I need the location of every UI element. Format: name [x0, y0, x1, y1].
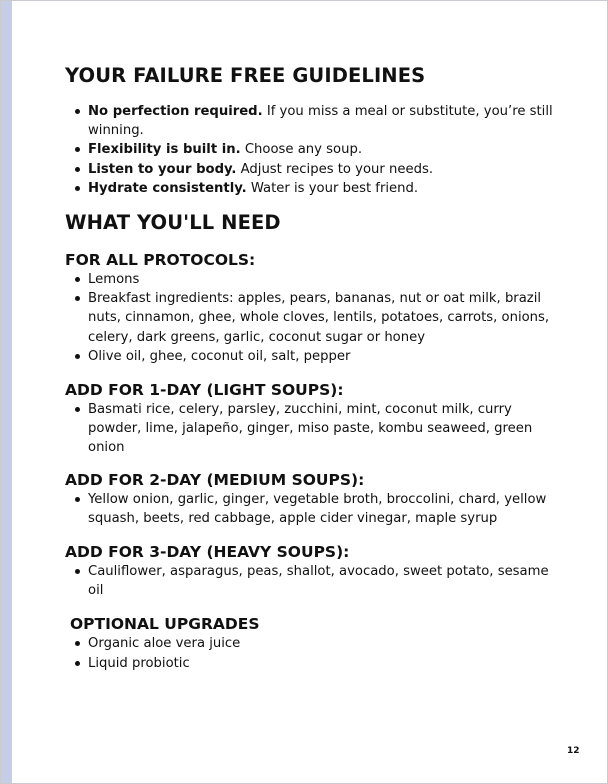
- section-title-3-day: ADD FOR 3-DAY (HEAVY SOUPS):: [65, 543, 350, 562]
- guidelines-list: [65, 102, 555, 198]
- section-title-optional-upgrades: OPTIONAL UPGRADES: [70, 615, 260, 634]
- list-3-day: [65, 562, 555, 600]
- guideline-text: If you miss a meal or substitute, you’re still winning.: [88, 104, 553, 139]
- section-title-all-protocols: FOR ALL PROTOCOLS:: [65, 251, 256, 270]
- guideline-bold: Hydrate consistently.: [88, 180, 247, 196]
- list-item: Liquid probiotic: [65, 654, 555, 673]
- list-item: Organic aloe vera juice: [65, 634, 555, 653]
- list-optional-upgrades: [65, 634, 555, 672]
- guideline-text: Adjust recipes to your needs.: [236, 161, 434, 177]
- list-item: Lemons: [65, 270, 555, 289]
- list-2-day: [65, 490, 555, 528]
- list-item: Basmati rice, celery, parsley, zucchini, mint, coconut milk, curry powder, lime, jalapeño, ginger, miso paste, kombu seaweed, green onion: [65, 400, 555, 458]
- section-title-2-day: ADD FOR 2-DAY (MEDIUM SOUPS):: [65, 470, 365, 489]
- page-number: 12: [567, 746, 580, 756]
- guideline-bold: No perfection required.: [88, 104, 263, 119]
- list-1-day: [65, 400, 555, 458]
- guideline-item: [65, 102, 555, 140]
- guideline-bold: Flexibility is built in.: [88, 142, 241, 158]
- list-all-protocols: [65, 270, 555, 366]
- guideline-item: [65, 140, 555, 159]
- what-you-need-heading: WHAT YOU'LL NEED: [65, 211, 281, 235]
- guideline-item: [65, 179, 555, 198]
- guideline-text: Water is your best friend.: [246, 180, 419, 196]
- section-title-1-day: ADD FOR 1-DAY (LIGHT SOUPS):: [65, 381, 344, 400]
- guidelines-heading: YOUR FAILURE FREE GUIDELINES: [65, 64, 426, 87]
- list-item: Cauliflower, asparagus, peas, shallot, avocado, sweet potato, sesame oil: [65, 562, 555, 600]
- left-accent-bar: [1, 1, 12, 783]
- guideline-text: Choose any soup.: [240, 142, 363, 158]
- page-content: [65, 63, 555, 673]
- guideline-bold: Listen to your body.: [88, 161, 237, 177]
- list-item: Breakfast ingredients: apples, pears, bananas, nut or oat milk, brazil nuts, cinnamon, ghee, whole cloves, lentils, potatoes, carrots, onions, celery, dark greens, garlic, coconut sugar or honey: [65, 289, 555, 347]
- list-item: Yellow onion, garlic, ginger, vegetable broth, broccolini, chard, yellow squash, beets, red cabbage, apple cider vinegar, maple syrup: [65, 490, 555, 528]
- list-item: Olive oil, ghee, coconut oil, salt, pepper: [65, 347, 555, 366]
- guideline-item: [65, 160, 555, 179]
